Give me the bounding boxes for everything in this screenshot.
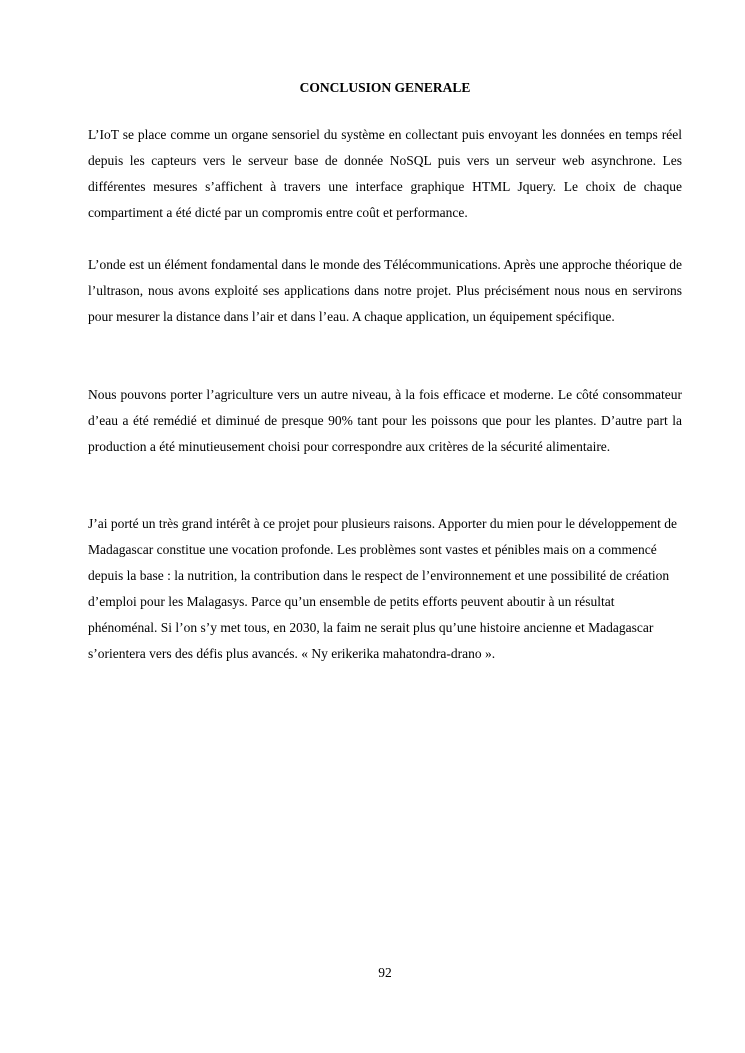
page-number: 92 [378,965,392,980]
paragraph-personal-interest: J’ai porté un très grand intérêt à ce projet pour plusieurs raisons. Apporter du mien pour le développement de Madagascar constitue une vocation profonde. Les problèmes sont vastes et pénibles mais on a commencé depuis la base : la nutrition, la contribution dans le respect de l’environnement et une possibilité de création d’emploi pour les Malagasys. Parce qu’un ensemble de petits efforts peuvent aboutir à un résultat phénoménal. Si l’on s’y met tous, en 2030, la faim ne serait plus qu’une histoire ancienne et Madagascar s’orientera vers des défis plus avancés. « Ny erikerika mahatondra-drano ». [88,516,677,661]
paragraph-ultrasound: L’onde est un élément fondamental dans le monde des Télécommunications. Après une approche théorique de l’ultrason, nous avons exploité ses applications dans notre projet. Plus précisément nous nous en servirons pour mesurer la distance dans l’air et dans l’eau. A chaque application, un équipement spécifique. [88,257,682,324]
page-title: CONCLUSION GENERALE [299,80,471,95]
paragraph-agriculture: Nous pouvons porter l’agriculture vers un autre niveau, à la fois efficace et moderne. Le côté consommateur d’eau a été remédié et diminué de presque 90% tant pour les poissons que pour les plantes. D’autre part la production a été minutieusement choisi pour correspondre aux critères de la sécurité alimentaire. [88,387,682,454]
paragraph-iot: L’IoT se place comme un organe sensoriel du système en collectant puis envoyant les données en temps réel depuis les capteurs vers le serveur base de donnée NoSQL puis vers un serveur web asynchrone. Les différentes mesures s’affichent à travers une interface graphique HTML Jquery. Le choix de chaque compartiment a été dicté par un compromis entre coût et performance. [88,127,682,220]
